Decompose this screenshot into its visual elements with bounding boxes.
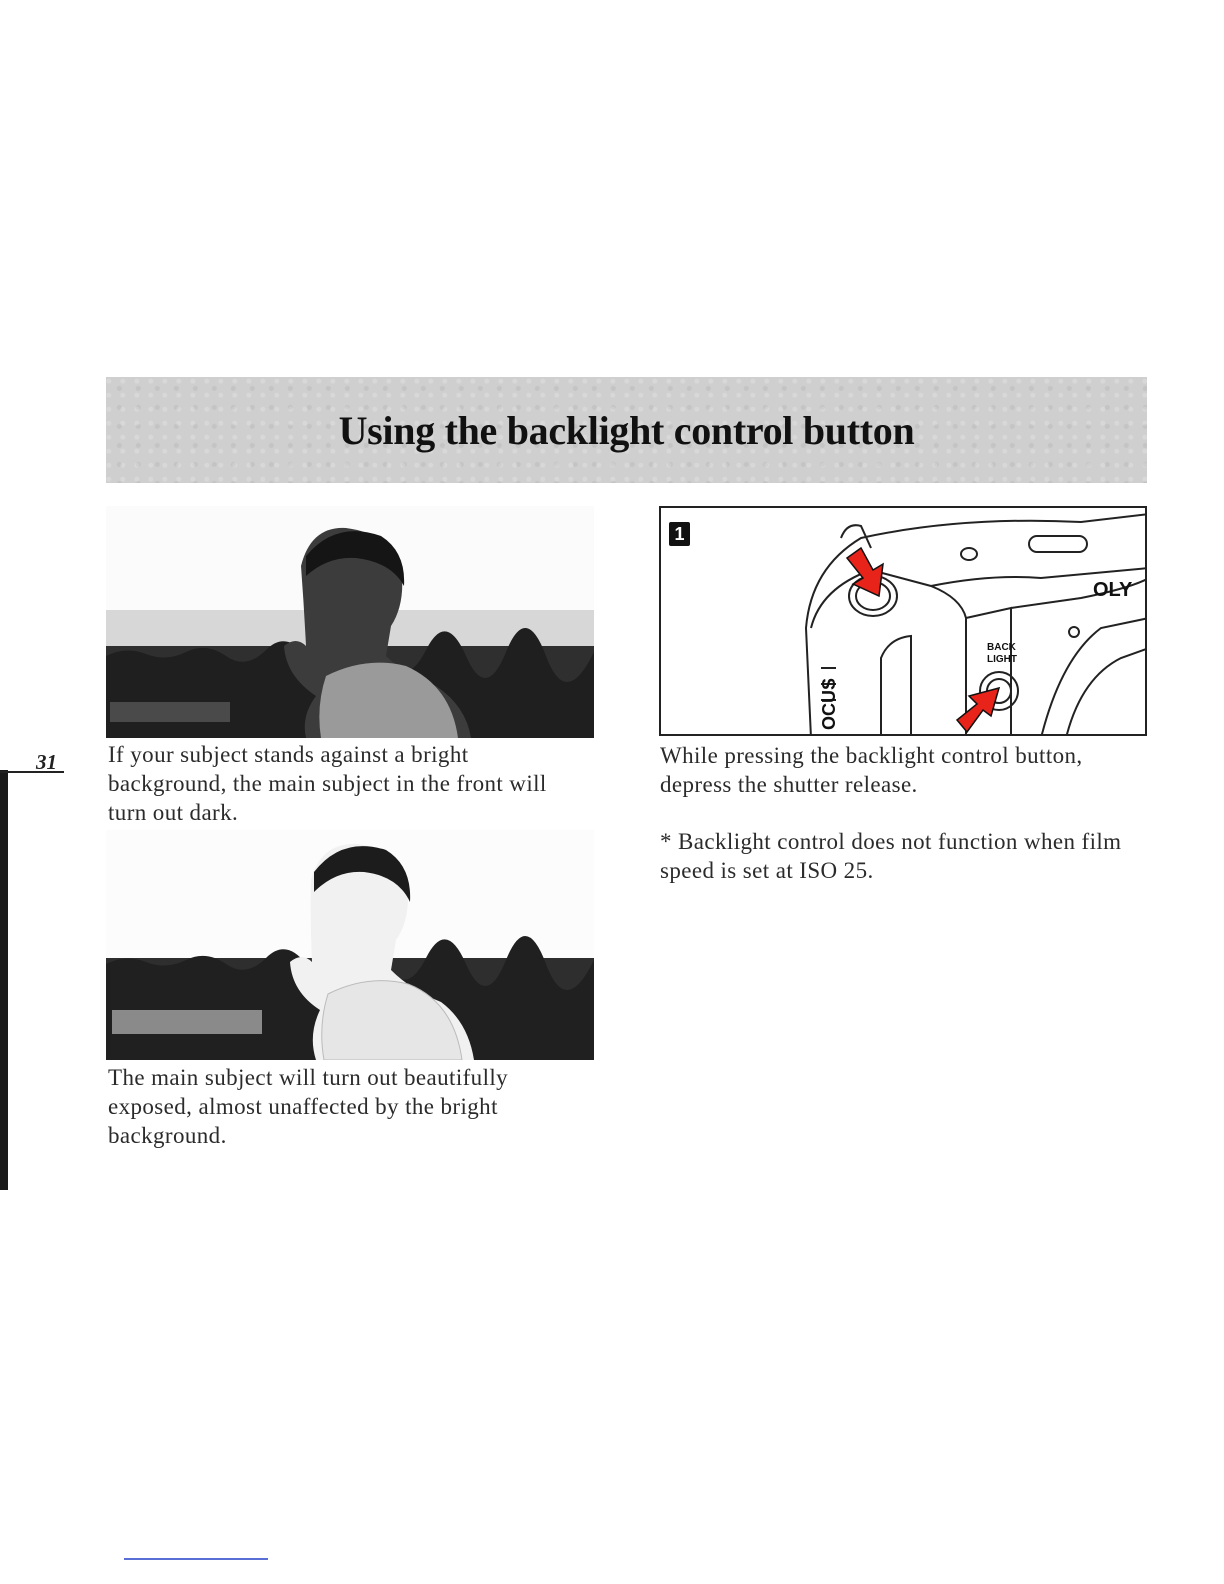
caption-backlit-dark: If your subject stands against a bright background, the main subject in the front will turn out dark. <box>108 742 547 825</box>
step-number-badge: 1 <box>669 522 690 546</box>
arrow-backlight-button <box>957 688 999 732</box>
camera-back-label: BACK <box>987 642 1016 653</box>
iso-note: * Backlight control does not function when film speed is set at ISO 25. <box>660 829 1122 883</box>
photo-backlit-dark <box>106 506 594 738</box>
camera-light-label: LIGHT <box>987 654 1017 665</box>
title-band <box>106 377 1147 483</box>
photo-backlight-corrected <box>106 830 594 1060</box>
camera-brand-label: OLY <box>1093 579 1133 601</box>
page-title: Using the backlight control button <box>338 407 915 453</box>
camera-side-label: OCUS <box>819 677 839 730</box>
footer-line <box>124 1558 268 1560</box>
page-number: 31 <box>36 750 57 774</box>
arrow-shutter-release <box>847 548 883 596</box>
camera-illustration <box>659 506 1147 736</box>
caption-backlight-corrected: The main subject will turn out beautifully exposed, almost unaffected by the bright background. <box>108 1065 509 1148</box>
page-edge-shadow <box>0 770 8 1190</box>
instruction-text: While pressing the backlight control button, depress the shutter release. <box>660 743 1083 797</box>
